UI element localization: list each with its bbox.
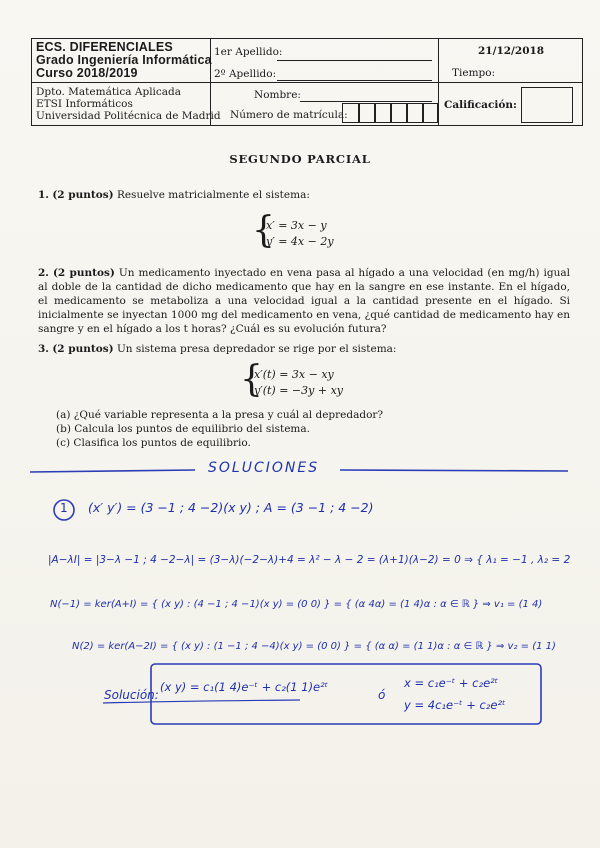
problem-3-item-a: (a) ¿Qué variable representa a la presa y cuál al depredador? bbox=[56, 409, 384, 421]
problem-1-text: Resuelve matricialmente el sistema: bbox=[116, 189, 310, 201]
problem-1-eq2: y′ = 4x − 2y bbox=[266, 235, 334, 248]
problem-3-eq1: x′(t) = 3x − xy bbox=[254, 368, 334, 381]
problem-3-item-b: (b) Calcula los puntos de equilibrio del sistema. bbox=[56, 423, 310, 435]
problem-3-number: 3. bbox=[38, 343, 49, 355]
dept-line2: ETSI Informáticos bbox=[36, 98, 133, 110]
solution-line4: N(2) = ker(A−2I) = { (x y) : (1 −1 ; 4 −4)(x y) = (0 0) } = { (α α) = (1 1)α : α ∈ ℝ } ⇒ v₂ = (1 1) bbox=[72, 641, 556, 652]
course-line2: Grado Ingeniería Informática bbox=[36, 53, 212, 67]
solution-components bbox=[404, 672, 506, 716]
second-surname-label: 2º Apellido: bbox=[214, 68, 277, 80]
problem-1-eq1: x′ = 3x − y bbox=[266, 219, 327, 232]
course-line1: ECS. DIFERENCIALES bbox=[36, 40, 173, 54]
problem-2-text: Un medicamento inyectado en vena pasa al hígado a una velocidad (en mg/h) igual al doble de la cantidad de dicho medicamento que hay en la sangre en ese instante. En el hígado, el medicamento se metaboliza a una velocidad igual a la cantidad presente en el hígado. Si inicialmente se inyectan 1000 mg del medicamento en vena, ¿qué cantidad de medicamento hay en sangre y en el hígado a los t horas? ¿Cuál es su evolución futura? bbox=[38, 267, 570, 335]
name-label: Nombre: bbox=[254, 89, 301, 101]
problem-3-points: (2 puntos) bbox=[52, 343, 114, 355]
exam-date: 21/12/2018 bbox=[478, 45, 545, 57]
problem-3-brace: { bbox=[240, 359, 263, 400]
solution-y: y = 4c₁e⁻ᵗ + c₂e²ᵗ bbox=[404, 698, 506, 712]
grade-label: Calificación: bbox=[444, 99, 517, 111]
problem-3-item-c: (c) Clasifica los puntos de equilibrio. bbox=[56, 437, 251, 449]
dept-line3: Universidad Politécnica de Madrid bbox=[36, 110, 221, 122]
solution-or: ó bbox=[378, 688, 386, 702]
problem-3-eq2: y′(t) = −3y + xy bbox=[254, 384, 343, 397]
problem-2-number: 2. bbox=[38, 267, 49, 279]
problem-1-brace: { bbox=[252, 210, 275, 251]
exam-title: SEGUNDO PARCIAL bbox=[229, 152, 371, 166]
solution-line3: N(−1) = ker(A+I) = { (x y) : (4 −1 ; 4 −1)(x y) = (0 0) } = { (α 4α) = (1 4)α : α ∈ ℝ } ⇒ v₁ = (1 4) bbox=[50, 599, 543, 610]
problem-1-points: (2 puntos) bbox=[52, 189, 114, 201]
problem-2-points: (2 puntos) bbox=[52, 267, 115, 279]
solution-label: Solución: bbox=[104, 688, 159, 702]
solution-line1: (x′ y′) = (3 −1 ; 4 −2)(x y) ; A = (3 −1 ; 4 −2) bbox=[88, 500, 374, 515]
solution-number: 1 bbox=[60, 501, 68, 515]
time-label: Tiempo: bbox=[452, 67, 496, 79]
course-line3: Curso 2018/2019 bbox=[36, 66, 138, 80]
problem-1-number: 1. bbox=[38, 189, 49, 201]
solution-vector: (x y) = c₁(1 4)e⁻ᵗ + c₂(1 1)e²ᵗ bbox=[160, 680, 329, 694]
solution-x: x = c₁e⁻ᵗ + c₂e²ᵗ bbox=[404, 676, 499, 690]
solutions-title: SOLUCIONES bbox=[208, 460, 320, 476]
problem-3-text: Un sistema presa depredador se rige por el sistema: bbox=[116, 343, 397, 355]
dept-line1: Dpto. Matemática Aplicada bbox=[36, 86, 182, 98]
solution-line2: |A−λI| = |3−λ −1 ; 4 −2−λ| = (3−λ)(−2−λ)+4 = λ² − λ − 2 = (λ+1)(λ−2) = 0 ⇒ { λ₁ = −1 , λ₂ = 2 bbox=[48, 554, 571, 566]
first-surname-label: 1er Apellido: bbox=[214, 46, 283, 58]
enrollment-label: Número de matrícula: bbox=[230, 109, 348, 121]
